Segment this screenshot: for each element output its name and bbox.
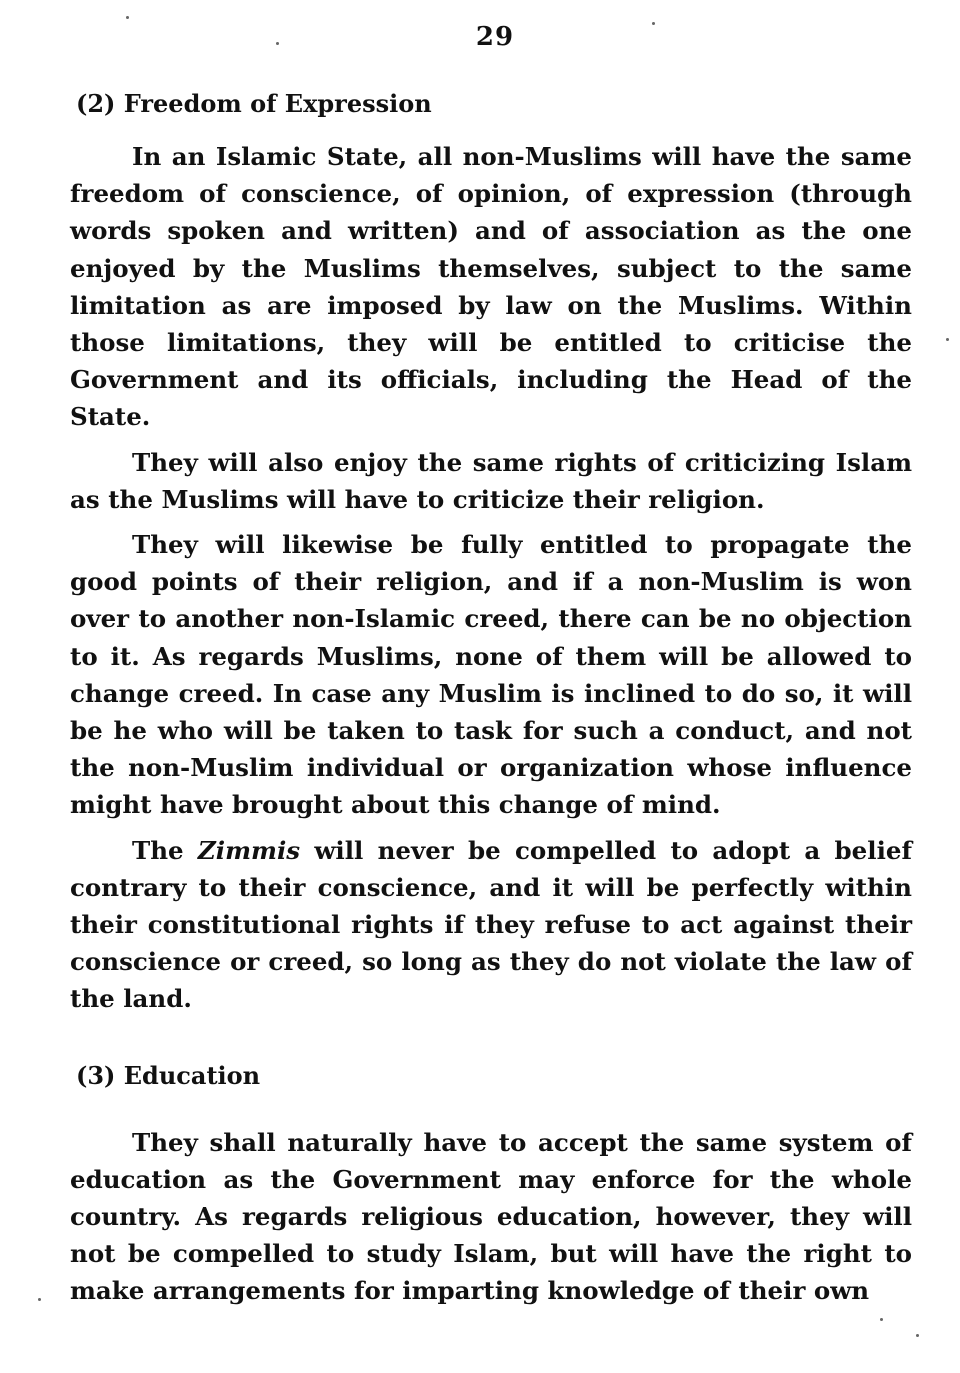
zimmis-term: Zimmis: [197, 835, 301, 865]
scan-speck: [126, 16, 129, 19]
paragraph-lead-word: The: [132, 835, 184, 865]
page-number: 29: [475, 22, 515, 52]
scan-speck: [276, 42, 279, 45]
section-heading-education: (3) Education: [76, 1060, 261, 1090]
page-content: [70, 86, 912, 1318]
paragraph-freedom-4: [70, 832, 912, 1018]
scan-speck: [946, 338, 949, 341]
paragraph-body: will never be compelled to adopt a belief contrary to their conscience, and it will be perfectly within their constitutional rights if they refuse to act against their conscience or creed, so long as they do not violate the law of the land.: [70, 835, 913, 1014]
scan-speck: [916, 1334, 919, 1337]
scan-speck: [38, 1298, 41, 1301]
scan-speck: [652, 22, 655, 25]
scan-speck: [880, 1318, 883, 1321]
paragraph-freedom-3: They will likewise be fully entitled to propagate the good points of their religion, and if a non-Muslim is won over to another non-Islamic creed, there can be no objection to it. As regards Muslims, none of them will be allowed to change creed. In case any Muslim is inclined to do so, it will be he who will be taken to task for such a conduct, and not the non-Muslim individual or organization whose influence might have brought about this change of mind.: [70, 530, 912, 820]
paragraph-freedom-2: They will also enjoy the same rights of criticizing Islam as the Muslims will have to criticize their religion.: [70, 447, 912, 514]
section-heading-freedom-of-expression: (2) Freedom of Expression: [76, 89, 432, 118]
paragraph-education-1: They shall naturally have to accept the same system of education as the Government may enforce for the whole country. As regards religious education, however, they will not be compelled to study Islam, but will have the right to make arrangements for imparting knowledge of their own: [70, 1127, 912, 1306]
paragraph-freedom-1: In an Islamic State, all non-Muslims will have the same freedom of conscience, of opinion, of expression (through words spoken and written) and of association as the one enjoyed by the Muslims themselves, subject to the same limitation as are imposed by law on the Muslims. Within those limitations, they will be entitled to criticise the Government and its officials, including the Head of the State.: [70, 142, 912, 432]
